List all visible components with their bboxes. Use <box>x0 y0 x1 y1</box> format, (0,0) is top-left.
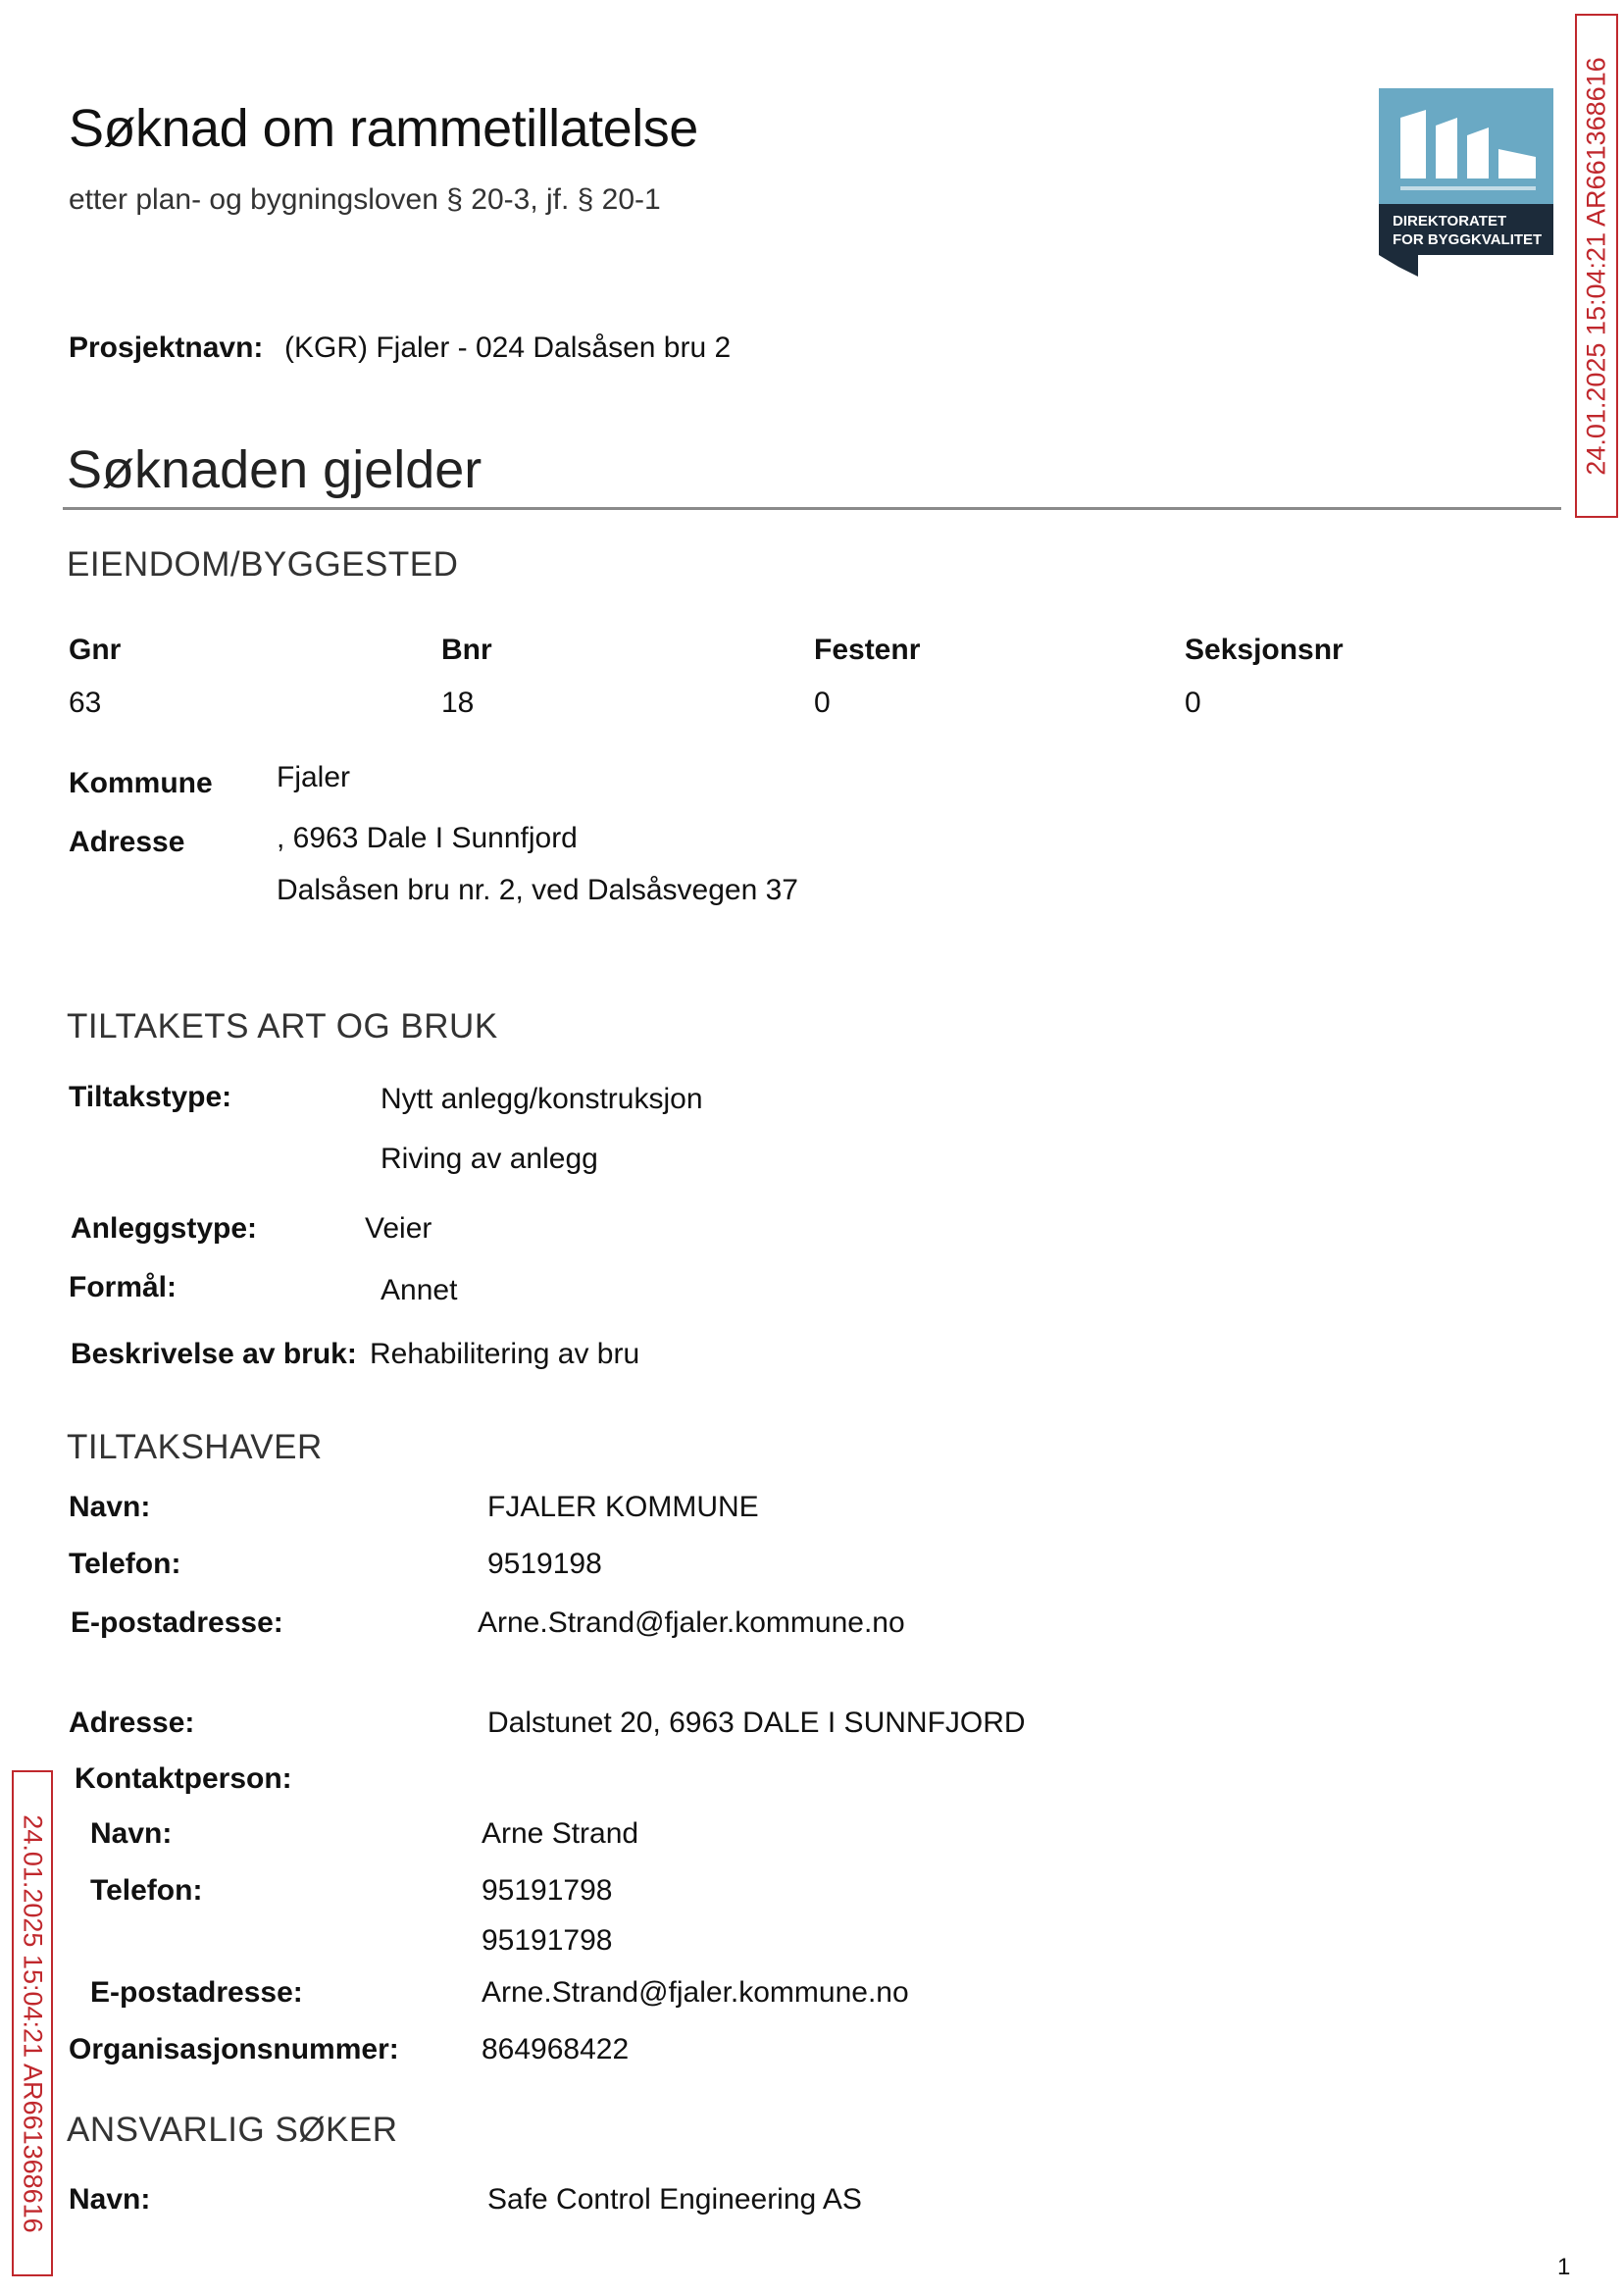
kontakt-telefon-label: Telefon: <box>90 1874 203 1907</box>
kontakt-telefon-value-2: 95191798 <box>482 1924 613 1957</box>
gnr-label: Gnr <box>69 634 122 666</box>
tiltakshaver-adresse-label: Adresse: <box>69 1707 195 1739</box>
section-tiltak-heading: TILTAKETS ART OG BRUK <box>67 1007 498 1045</box>
ansvarlig-navn-value: Safe Control Engineering AS <box>487 2183 862 2216</box>
kontakt-navn-label: Navn: <box>90 1817 173 1850</box>
orgnr-label: Organisasjonsnummer: <box>69 2033 399 2065</box>
kontakt-epost-value: Arne.Strand@fjaler.kommune.no <box>482 1976 909 2009</box>
beskrivelse-value: Rehabilitering av bru <box>370 1338 640 1370</box>
kontaktperson-label: Kontaktperson: <box>75 1762 292 1795</box>
date-stamp-top-text: 24.01.2025 15:04:21 AR661368616 <box>1581 56 1611 476</box>
section-heading-soknaden: Søknaden gjelder <box>67 440 482 499</box>
date-stamp-bottom-text: 24.01.2025 15:04:21 AR661368616 <box>18 1813 48 2233</box>
tiltakstype-value-1: Nytt anlegg/konstruksjon <box>381 1083 703 1115</box>
kontakt-navn-value: Arne Strand <box>482 1817 639 1850</box>
festenr-value: 0 <box>814 687 831 719</box>
kontakt-telefon-value-1: 95191798 <box>482 1874 613 1907</box>
formal-value: Annet <box>381 1274 458 1306</box>
project-name-label: Prosjektnavn: <box>69 331 264 364</box>
tiltakshaver-epost-value: Arne.Strand@fjaler.kommune.no <box>478 1606 905 1639</box>
logo-line2: FOR BYGGKVALITET <box>1393 231 1543 248</box>
seksjonsnr-value: 0 <box>1185 687 1201 719</box>
bnr-value: 18 <box>441 687 475 719</box>
anleggstype-label: Anleggstype: <box>71 1212 258 1245</box>
page-number: 1 <box>1557 2254 1571 2280</box>
section-ansvarlig-heading: ANSVARLIG SØKER <box>67 2111 398 2149</box>
kommune-label: Kommune <box>69 767 213 799</box>
tiltakshaver-adresse-value: Dalstunet 20, 6963 DALE I SUNNFJORD <box>487 1707 1026 1739</box>
date-stamp-top <box>1575 14 1618 518</box>
anleggstype-value: Veier <box>365 1212 432 1245</box>
tiltakshaver-navn-label: Navn: <box>69 1491 151 1523</box>
festenr-label: Festenr <box>814 634 921 666</box>
tiltakshaver-epost-label: E-postadresse: <box>71 1606 283 1639</box>
seksjonsnr-label: Seksjonsnr <box>1185 634 1344 666</box>
beskrivelse-label: Beskrivelse av bruk: <box>71 1338 357 1370</box>
ansvarlig-navn-label: Navn: <box>69 2183 151 2216</box>
dibk-logo-icon <box>1379 88 1553 277</box>
logo-line1: DIREKTORATET <box>1393 213 1507 229</box>
project-name-value: (KGR) Fjaler - 024 Dalsåsen bru 2 <box>284 331 732 364</box>
section-eiendom-heading: EIENDOM/BYGGESTED <box>67 545 459 584</box>
page-subtitle: etter plan- og bygningsloven § 20-3, jf. § 20-1 <box>69 183 661 216</box>
orgnr-value: 864968422 <box>482 2033 630 2065</box>
formal-label: Formål: <box>69 1271 178 1303</box>
date-stamp-bottom <box>12 1770 53 2276</box>
tiltakshaver-telefon-value: 9519198 <box>487 1548 602 1580</box>
adresse-label: Adresse <box>69 826 185 858</box>
adresse-line1: , 6963 Dale I Sunnfjord <box>277 822 578 854</box>
tiltakshaver-telefon-label: Telefon: <box>69 1548 181 1580</box>
adresse-line2: Dalsåsen bru nr. 2, ved Dalsåsvegen 37 <box>277 874 798 906</box>
section-tiltakshaver-heading: TILTAKSHAVER <box>67 1428 323 1466</box>
tiltakshaver-navn-value: FJALER KOMMUNE <box>487 1491 759 1523</box>
kontakt-epost-label: E-postadresse: <box>90 1976 303 2009</box>
heading-divider <box>63 507 1561 510</box>
dibk-logo <box>1379 88 1553 277</box>
bnr-label: Bnr <box>441 634 492 666</box>
tiltakstype-value-2: Riving av anlegg <box>381 1143 598 1175</box>
gnr-value: 63 <box>69 687 102 719</box>
tiltakstype-label: Tiltakstype: <box>69 1081 232 1113</box>
page-title: Søknad om rammetillatelse <box>69 99 698 158</box>
kommune-value: Fjaler <box>277 761 351 793</box>
